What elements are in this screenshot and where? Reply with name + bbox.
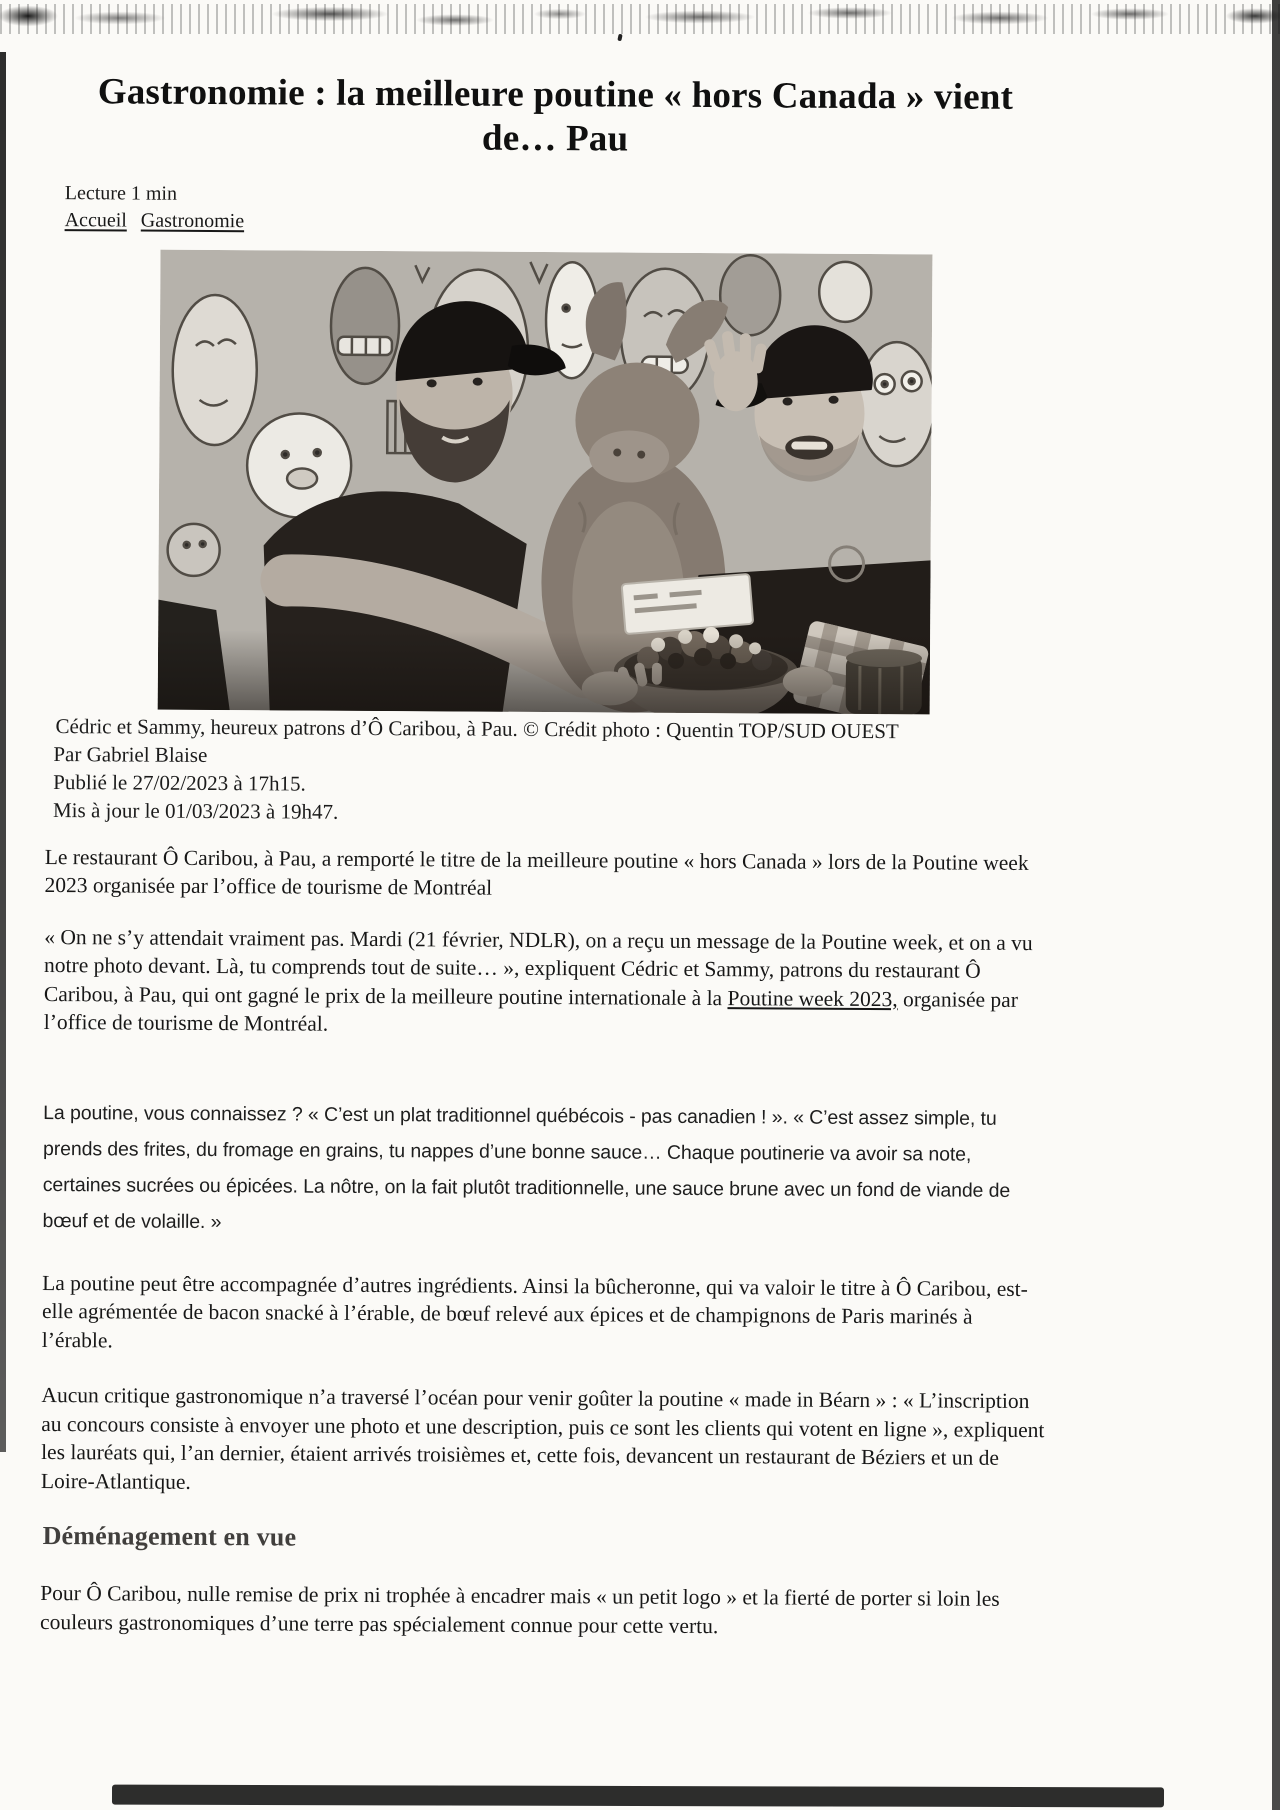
- reaction-text-after-link: organisée par l’office de tourisme de Montréal.: [43, 986, 1018, 1036]
- poutine-week-link[interactable]: Poutine week 2023,: [727, 985, 898, 1011]
- scan-artifact-left-edge: [0, 52, 6, 1452]
- lead-paragraph: Le restaurant Ô Caribou, à Pau, a remporté le titre de la meilleure poutine « hors Canada » lors de la Poutine week 2023 organisée par l’office de tourisme de Montréal: [44, 844, 1029, 900]
- updated-date: Mis à jour le 01/03/2023 à 19h47.: [52, 797, 339, 824]
- reaction-paragraph: [44, 923, 1051, 1043]
- article-title-line1: Gastronomie : la meilleure poutine « hors Canada » vient: [97, 71, 1014, 118]
- article-title-line2: de… Pau: [481, 118, 629, 160]
- breadcrumb-section-link[interactable]: Gastronomie: [140, 209, 245, 232]
- article-photo: [158, 249, 933, 714]
- article-page: [40, 0, 1062, 1642]
- article-meta: [65, 180, 1061, 239]
- doodle-face: [819, 261, 871, 321]
- reaction-text-before-link: « On ne s’y attendait vraiment pas. Mardi (21 février, NDLR), on a reçu un message de la Poutine week, et on a vu notre photo devant. Là, tu comprends tout de suite… », expliquent Cédric et Sammy, patrons du restaurant Ô Caribou, à Pau, qui ont gagné le prix de la meilleure poutine internationale à la: [43, 924, 1033, 1010]
- doodle-face: [331, 268, 400, 384]
- published-date: Publié le 27/02/2023 à 17h15.: [53, 769, 306, 796]
- breadcrumb-home-link[interactable]: Accueil: [64, 208, 127, 232]
- scan-artifact-bottom-bar: [112, 1785, 1164, 1808]
- article-title: [49, 70, 1062, 165]
- doodle-face: [720, 255, 780, 335]
- prize-card: [622, 574, 754, 634]
- breadcrumb: [65, 207, 1061, 239]
- doodle-face: [172, 295, 257, 446]
- contest-paragraph: Aucun critique gastronomique n’a traversé l’océan pour venir goûter la poutine « made in Béarn » : « L’inscription au concours consiste à envoyer une photo et une description, puis ce sont les clients qui votent en ligne », expliquent les lauréats qui, l’an dernier, étaient arrivés troisièmes et, cette fois, devancent un restaurant de Béziers et un de Loire-Atlantique.: [40, 1383, 1045, 1494]
- photo-caption: Cédric et Sammy, heureux patrons d’Ô Caribou, à Pau. © Crédit photo : Quentin TOP/SUD OUEST: [55, 713, 899, 743]
- poutine-definition-quote: La poutine, vous connaissez ? « C’est un plat traditionnel québécois - pas canadien ! ». « C’est assez simple, tu prends des frites, du fromage en grains, tu nappes d’une bonne sauce… Chaque poutinerie va avoir sa note, certaines sucrées ou épicées. La nôtre, on la fait plutôt traditionnelle, une sauce brune avec un fond de viande de bœuf et de volaille. »: [42, 1101, 1011, 1233]
- closing-paragraph: Pour Ô Caribou, nulle remise de prix ni trophée à encadrer mais « un petit logo » et la fierté de porter si loin les couleurs gastronomiques d’une terre pas spécialement connue pour cette vertu.: [40, 1581, 1000, 1638]
- doodle-face: [167, 524, 219, 576]
- caribou-snout: [589, 430, 669, 482]
- ingredients-paragraph: La poutine peut être accompagnée d’autres ingrédients. Ainsi la bûcheronne, qui va valoir le titre à Ô Caribou, est-elle agrémentée de bacon snacké à l’érable, de bœuf relevé aux épices et de champignons de Paris marinés à l’érable.: [41, 1270, 1028, 1353]
- subheading: Déménagement en vue: [42, 1521, 297, 1552]
- scan-artifact-right-edge: [1272, 0, 1280, 1810]
- photo-illustration: [158, 249, 933, 714]
- photo-vignette: [158, 629, 930, 714]
- reading-time: Lecture 1 min: [64, 181, 178, 205]
- author-byline: Par Gabriel Blaise: [53, 741, 208, 767]
